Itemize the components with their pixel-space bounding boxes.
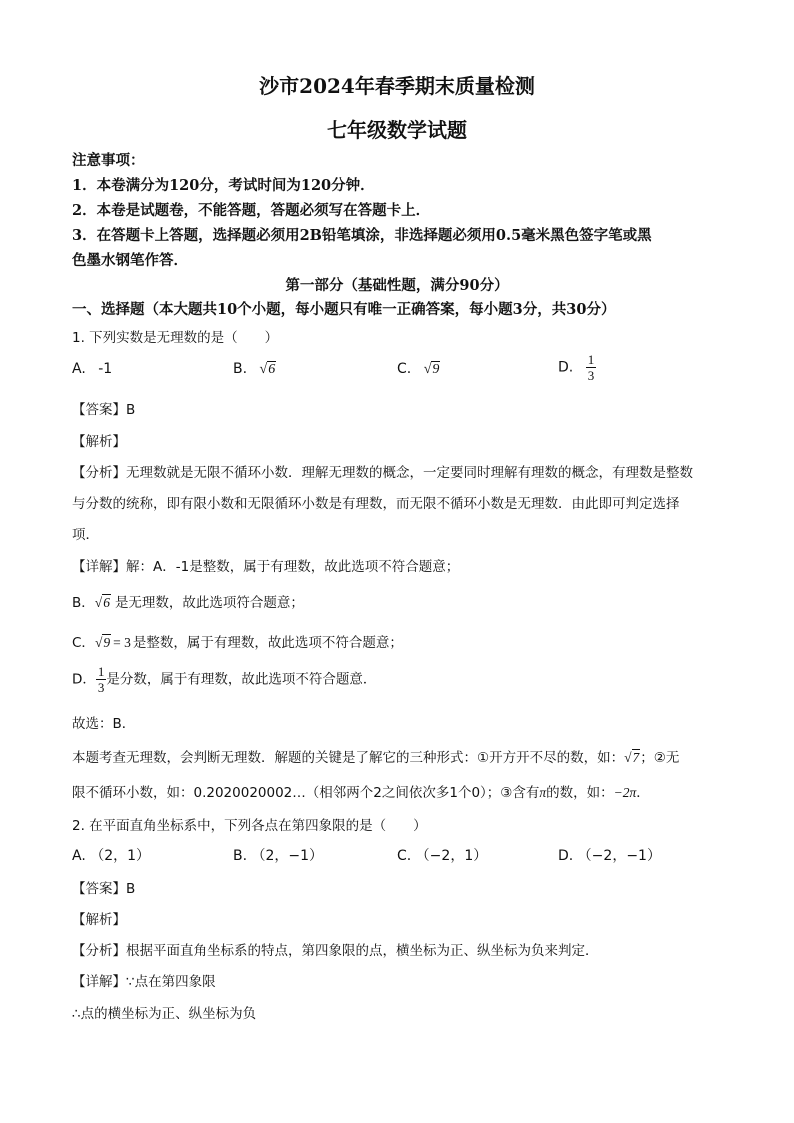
q1-option-d	[558, 352, 596, 383]
q1-conclusion: 故选：B．	[72, 716, 136, 732]
option-value: -1	[98, 361, 113, 377]
q1-option-b	[233, 361, 276, 378]
fraction: $\frac{1}{3}$	[587, 352, 595, 383]
notes-heading: 注意事项：	[72, 152, 145, 169]
q1-option-a	[72, 361, 112, 377]
q1-answer: 【答案】B	[72, 402, 136, 418]
option-label: B.	[233, 361, 248, 377]
q1-summary-line2: 限不循环小数，如：0.2020020002…（相邻两个2之间依次多1个0）；③含有π的数，如：−2π．	[72, 785, 650, 801]
q1-analysis-tag: 【解析】	[72, 434, 126, 450]
q1-analysis-line: 项．	[72, 527, 99, 543]
note-item: 2．本卷是试题卷，不能答题，答题必须写在答题卡上．	[72, 202, 431, 219]
option-label: D.	[558, 359, 574, 376]
option-label: A.	[72, 361, 86, 377]
q2-analysis-line: 【分析】根据平面直角坐标系的特点，第四象限的点，横坐标为正、纵坐标为负来判定．	[72, 943, 599, 959]
q2-option-b: B. （2，−1）	[233, 848, 324, 864]
note-item: 3．在答题卡上答题，选择题必须用2B铅笔填涂，非选择题必须用0.5毫米黑色签字笔或黑	[72, 227, 652, 244]
q2-option-d: D. （−2，−1）	[558, 848, 661, 864]
q2-analysis-tag: 【解析】	[72, 912, 126, 928]
q2-answer: 【答案】B	[72, 881, 136, 897]
question-2-stem: 2. 在平面直角坐标系中，下列各点在第四象限的是（ ）	[72, 818, 427, 834]
q1-analysis-line: 与分数的统称，即有限小数和无限循环小数是有理数，而无限不循环小数是无理数．由此即可判定选择	[72, 496, 680, 512]
sqrt-expression: √9	[423, 362, 440, 377]
sqrt-expression: √6	[94, 595, 110, 610]
part-heading: 第一部分（基础性题，满分90分）	[285, 277, 509, 294]
note-item: 色墨水钢笔作答．	[72, 252, 188, 269]
question-1-stem: 1. 下列实数是无理数的是（ ）	[72, 330, 279, 346]
option-label: C.	[397, 361, 412, 377]
q1-summary-line1: 本题考查无理数，会判断无理数．解题的关键是了解它的三种形式：①开方开不尽的数，如：√7；②无	[72, 750, 680, 766]
section-heading: 一、选择题（本大题共10个小题，每小题只有唯一正确答案，每小题3分，共30分）	[72, 301, 616, 318]
q1-detail-d: D． $\frac{1}{3}$ 是分数，属于有理数，故此选项不符合题意．	[72, 664, 377, 695]
exam-title: 沙市2024年春季期末质量检测	[259, 74, 535, 98]
q1-detail-c: C．√9 = 3 是整数，属于有理数，故此选项不符合题意；	[72, 635, 403, 651]
q1-detail-b: B．√6 是无理数，故此选项符合题意；	[72, 595, 304, 611]
q2-detail-line: ∴点的横坐标为正、纵坐标为负	[72, 1006, 257, 1022]
sqrt-expression: √9	[94, 635, 111, 650]
exam-subtitle: 七年级数学试题	[327, 118, 467, 142]
q2-option-a: A. （2，1）	[72, 848, 151, 864]
q1-detail-a: 【详解】解：A．-1是整数，属于有理数，故此选项不符合题意；	[72, 559, 460, 575]
note-item: 1．本卷满分为120分，考试时间为120分钟．	[72, 177, 375, 194]
sqrt-expression: √6	[259, 362, 276, 377]
sqrt-expression: √7	[624, 750, 640, 765]
q2-option-c: C. （−2，1）	[397, 848, 488, 864]
q1-option-c	[397, 361, 440, 378]
fraction: $\frac{1}{3}$	[97, 664, 105, 695]
q2-detail-line: 【详解】∵点在第四象限	[72, 974, 216, 990]
q1-analysis-line: 【分析】无理数就是无限不循环小数．理解无理数的概念，一定要同时理解有理数的概念，有理数是整数	[72, 465, 693, 481]
